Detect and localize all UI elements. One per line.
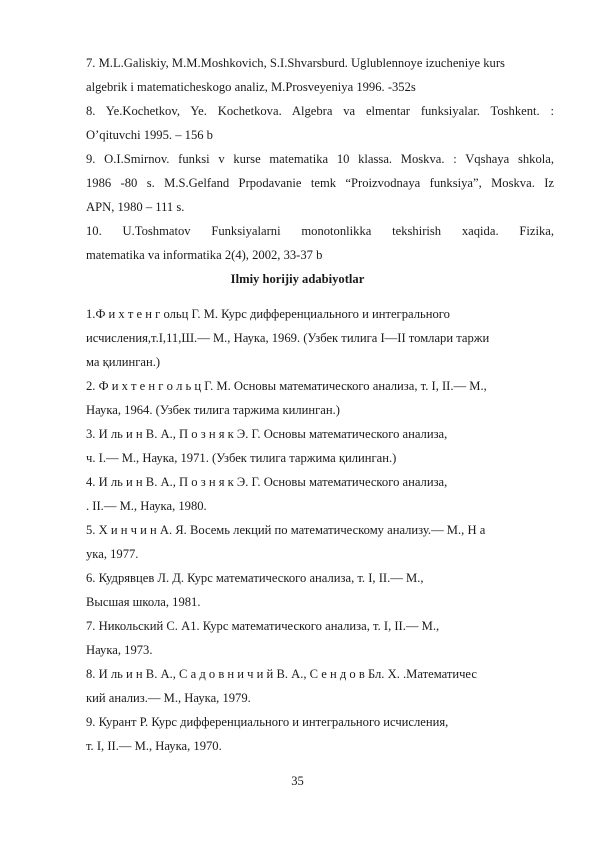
reference-line: 8. Ye.Kochetkov, Ye. Kochetkova. Algebra va elmentar funksiyalar. Toshkent. : bbox=[86, 104, 554, 118]
reference-line: 1986 -80 s. M.S.Gelfand Prpodavanie temk “Proizvodnaya funksiya”, Moskva. Iz bbox=[86, 176, 554, 190]
reference-line: ма қилинган.) bbox=[86, 355, 161, 369]
reference-line: 5. Х и н ч и н А. Я. Восемь лекций по математическому анализу.— М., Н а bbox=[86, 523, 486, 537]
reference-line: 10. U.Toshmatov Funksiyalarni monotonlikka tekshirish xaqida. Fizika, bbox=[86, 224, 554, 238]
reference-line: 6. Кудрявцев Л. Д. Курс математического анализа, т. I, II.— М., bbox=[86, 571, 424, 585]
reference-line: 4. И ль и н В. А., П о з н я к Э. Г. Основы математического анализа, bbox=[86, 475, 448, 489]
reference-line: matematika va informatika 2(4), 2002, 33-37 b bbox=[86, 248, 323, 262]
reference-line: 3. И ль и н В. А., П о з н я к Э. Г. Основы математического анализа, bbox=[86, 427, 448, 441]
reference-line: 1.Ф и х т е н г ольц Г. М. Курс дифференциального и интегрального bbox=[86, 307, 450, 321]
reference-line: 7. Никольский С. А1. Курс математического анализа, т. I, II.— М., bbox=[86, 619, 440, 633]
reference-line: т. I, II.— М., Наука, 1970. bbox=[86, 739, 222, 753]
reference-line: . II.— М., Наука, 1980. bbox=[86, 499, 207, 513]
reference-line: 9. O.I.Smirnov. funksi v kurse matematika 10 klassa. Moskva. : Vqshaya shkola, bbox=[86, 152, 554, 166]
reference-line: исчисления,т.I,11,Ш.— М., Наука, 1969. (Узбек тилига I—II томлари таржи bbox=[86, 331, 490, 345]
reference-line: 2. Ф и х т е н г о л ь ц Г. М. Основы математического анализа, т. I, II.— М., bbox=[86, 379, 487, 393]
section-heading: Ilmiy horijiy adabiyotlar bbox=[230, 272, 365, 286]
page-number: 35 bbox=[291, 774, 304, 788]
reference-line: Наука, 1973. bbox=[86, 643, 153, 657]
reference-line: 9. Курант Р. Курс дифференциального и интегрального исчисления, bbox=[86, 715, 449, 729]
reference-line: 7. M.L.Galiskiy, M.M.Moshkovich, S.I.Shvarsburd. Uglublennoye izucheniye kurs bbox=[86, 56, 505, 70]
reference-line: Наука, 1964. (Узбек тилига таржима килинган.) bbox=[86, 403, 340, 417]
reference-line: APN, 1980 – 111 s. bbox=[86, 200, 185, 214]
reference-line: ука, 1977. bbox=[86, 547, 139, 561]
reference-line: O’qituvchi 1995. – 156 b bbox=[86, 128, 213, 142]
reference-line: кий анализ.— М., Наука, 1979. bbox=[86, 691, 251, 705]
reference-line: ч. I.— М., Наука, 1971. (Узбек тилига таржима қилинган.) bbox=[86, 451, 397, 465]
reference-line: algebrik i matematicheskogo analiz, M.Prosveyeniya 1996. -352s bbox=[86, 80, 416, 94]
reference-line: 8. И ль и н В. А., С а д о в н и ч и й В. А., С е н д о в Бл. Х. .Математичес bbox=[86, 667, 477, 681]
reference-line: Высшая школа, 1981. bbox=[86, 595, 201, 609]
